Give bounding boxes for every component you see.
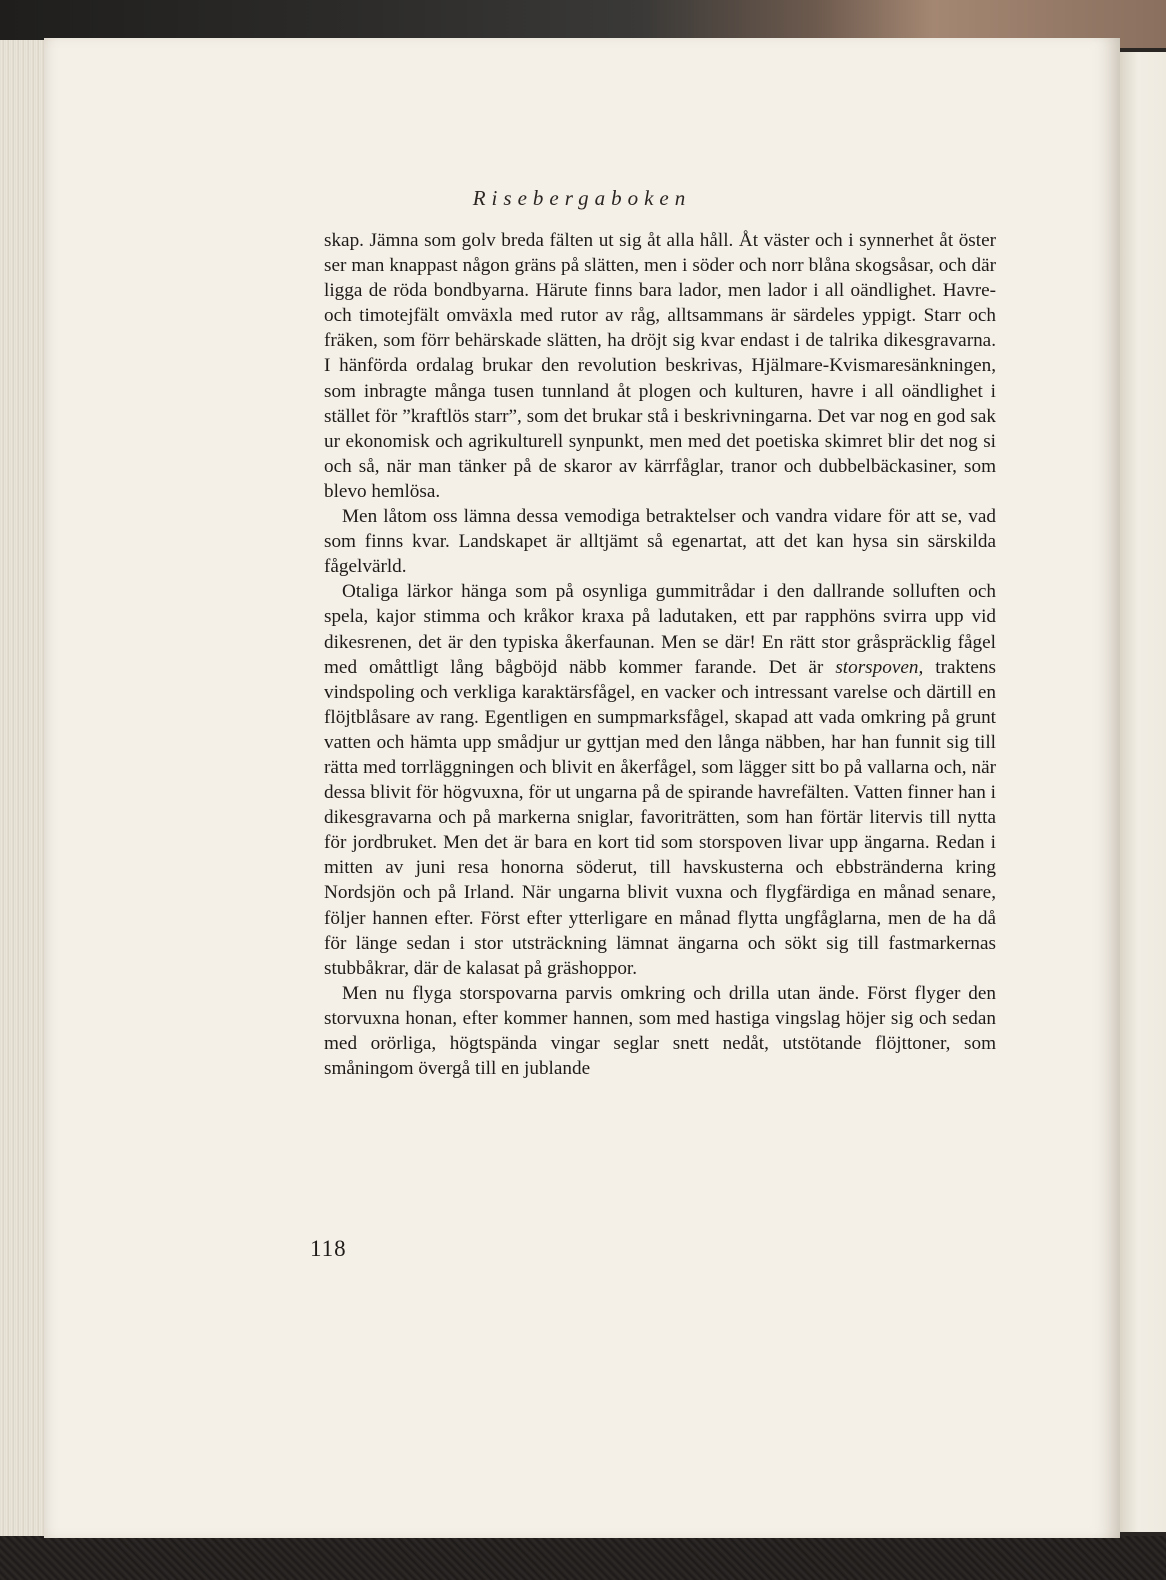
running-head: Risebergaboken — [472, 186, 692, 210]
facing-page-edge — [1116, 52, 1166, 1532]
paragraph-3-text-after: traktens vindspoling och verkliga karaktärsfågel, en vacker och intressant varelse och därtill en flöjtblåsare av rang. Egentligen en sumpmarksfågel, skapad att vada omkring på grunt vatten och hämta upp smådjur ur gyttjan med den långa näbben, har han funnit sig till rätta med torrläggningen och blivit en åkerfågel, som lägger sitt bo på vallarna och, när dessa blivit för högvuxna, för ut ungarna på de spirande havrefälten. Vatten finner han i dikesgravarna och på markerna sniglar, favoriträtten, som han förtär litervis till nytta för jordbruket. Men det är bara en kort tid som storspoven livar upp ängarna. Redan i mitten av juni resa honorna söderut, till havskusterna och ebbstränderna kring Nordsjön och på Irland. När ungarna blivit vuxna och flygfärdiga en månad senare, följer hannen efter. Först efter ytterligare en månad flytta ungfåglarna, men de ha då för länge sedan i stor utsträckning lämnat ängarna och sökt sig till fastmarkernas stubbåkrar, där de kalasat på gräshoppor. — [324, 656, 996, 979]
paragraph-4: Men nu flyga storspovarna parvis omkring och drilla utan ände. Först flyger den storvuxna honan, efter kommer hannen, som med hastiga vingslag höjer sig och sedan med orörliga, högtspända vingar seglar snett nedåt, utstötande flöjttoner, som småningom övergå till en jublande — [324, 982, 996, 1080]
paragraph-3 — [324, 579, 996, 981]
paragraph-3-emphasis: storspoven, — [835, 656, 924, 678]
paragraph-1: skap. Jämna som golv breda fälten ut sig åt alla håll. Åt väster och i synnerhet åt öster ser man knappast någon gräns på slätten, men i söder och norr blåna skogsåsar, och där ligga de röda bondbyarna. Härute finns bara lador, men lador i all oändlighet. Havre- och timotejfält omväxla med rutor av råg, alltsammans är särdeles yppigt. Starr och fräken, som förr behärskade slätten, ha dröjt sig kvar endast i de talrika dikesgravarna. I hänförda ordalag brukar den revolution beskrivas, Hjälmare-Kvismaresänkningen, som inbragte många tusen tunnland åt plogen och kulturen, havre i all oändlighet i stället för ”kraftlös starr”, som det brukar stå i beskrivningarna. Det var nog en god sak ur ekonomisk och agrikulturell synpunkt, men med det poetiska skimret blir det nog si och så, när man tänker på de skaror av kärrfåglar, tranor och dubbelbäckasiner, som blevo hemlösa. — [324, 230, 996, 502]
page-number: 118 — [310, 1236, 347, 1261]
body-text — [324, 228, 996, 1081]
book-cover-bottom — [0, 1536, 1166, 1580]
book-page — [44, 38, 1120, 1538]
paragraph-2: Men låtom oss lämna dessa vemodiga betraktelser och vandra vidare för att se, vad som finns kvar. Landskapet är alltjämt så egenartat, att det kan hysa sin särskilda fågelvärld. — [324, 506, 996, 578]
paragraph-3-text-before: Otaliga lärkor hänga som på osynliga gummitrådar i den dallrande solluften och spela, kajor stimma och kråkor kraxa på ladutaken, ett par rapphöns svirra upp vid dikesrenen, det är den typiska åkerfaunan. Men se där! En rätt stor gråspräcklig fågel med omåttligt lång bågböjd näbb kommer farande. Det är — [324, 581, 996, 678]
